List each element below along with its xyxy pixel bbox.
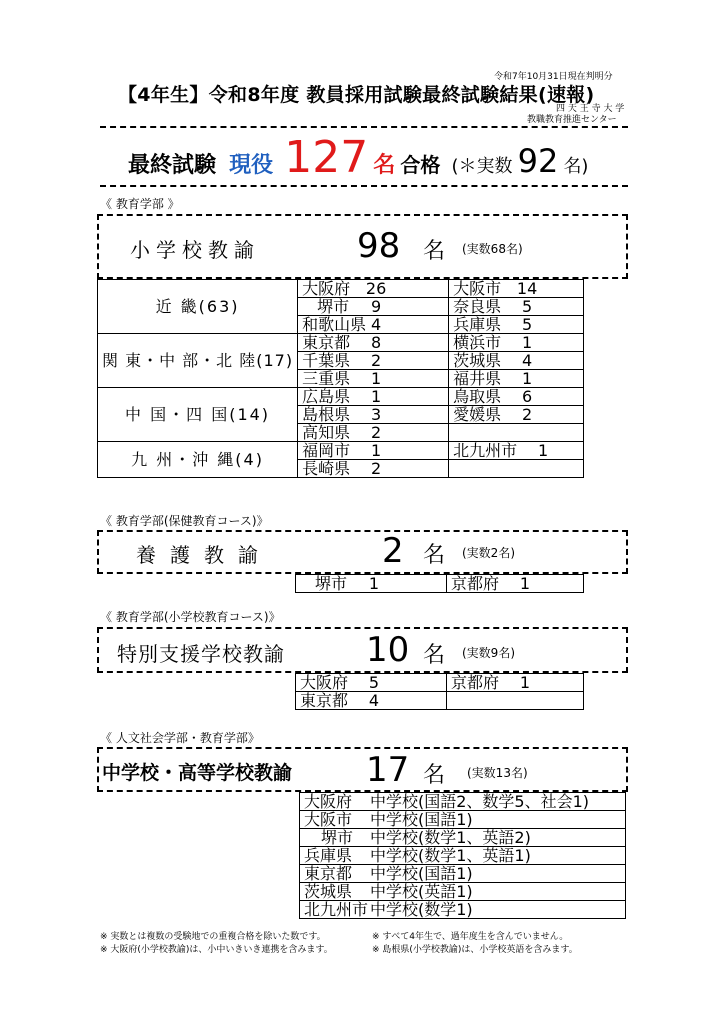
- footnote-2: ※ すべて4年生で、過年度生を含んでいません。: [372, 932, 569, 942]
- page-title: 【4年生】令和8年度 教員採用試験最終試験結果(速報): [118, 84, 595, 106]
- place-name: 大阪府: [302, 279, 351, 298]
- place-name: 堺市: [317, 297, 350, 316]
- place-count: 14: [516, 279, 538, 298]
- table-row: [300, 883, 626, 901]
- yogo-title: 養護教諭: [136, 543, 272, 567]
- place-name: 大阪市: [453, 279, 502, 298]
- table-row: [300, 901, 626, 919]
- special-mei: 名: [423, 643, 446, 668]
- place-name: 高知県: [302, 423, 351, 442]
- summary-current: 現役: [229, 153, 274, 178]
- place-count: 1: [371, 441, 382, 460]
- university-name: 四 天 王 寺 大 学: [556, 104, 625, 114]
- place-name: 島根県: [302, 405, 351, 424]
- yogo-mei: 名: [423, 543, 446, 568]
- place-count: 6: [522, 387, 533, 406]
- secondary-table: [299, 792, 626, 919]
- place-name: 愛媛県: [453, 405, 502, 424]
- place-name: 千葉県: [302, 351, 351, 370]
- special-table: [295, 673, 584, 710]
- place-name: 大阪市: [304, 810, 353, 829]
- center-name: 教職教育推進センター: [527, 115, 617, 125]
- secondary-real: (実数13名): [467, 766, 528, 780]
- header-divider: [100, 126, 628, 128]
- special-real: (実数9名): [462, 646, 515, 660]
- place-name: 長崎県: [302, 459, 351, 478]
- table-row: [98, 334, 584, 352]
- section-label-health: 《 教育学部(保健教育コース)》: [100, 514, 269, 528]
- region-kanto: 関 東・中 部・北 陸(17): [98, 334, 298, 388]
- place-count: 1: [538, 441, 549, 460]
- place-name: 福井県: [453, 369, 502, 388]
- table-row: [296, 674, 584, 692]
- place-count: 2: [371, 351, 382, 370]
- place-name: 北九州市: [304, 900, 369, 919]
- region-kinki: 近 畿(63): [98, 280, 298, 334]
- place-name: 東京都: [304, 864, 353, 883]
- table-row: [98, 442, 584, 460]
- yogo-real: (実数2名): [462, 546, 515, 560]
- place-name: 京都府: [451, 574, 500, 593]
- section-label-humanities: 《 人文社会学部・教育学部》: [100, 731, 260, 745]
- yogo-table: [295, 574, 584, 593]
- section-label-elementary-course: 《 教育学部(小学校教育コース)》: [100, 610, 281, 624]
- place-count: 5: [368, 673, 380, 692]
- place-count: 5: [522, 297, 533, 316]
- place-name: 東京都: [300, 691, 349, 710]
- elementary-title: 小学校教諭: [130, 238, 260, 262]
- place-name: 堺市: [320, 828, 353, 847]
- place-name: 京都府: [451, 673, 500, 692]
- place-name: 広島県: [302, 387, 351, 406]
- place-count: 5: [522, 315, 533, 334]
- place-count: 8: [371, 333, 382, 352]
- summary-line: [128, 132, 588, 182]
- summary-mei: 名: [373, 153, 396, 178]
- place-name: 横浜市: [453, 333, 502, 352]
- table-row: [300, 865, 626, 883]
- footnote-3: ※ 大阪府(小学校教諭)は、小中いきいき連携を含みます。: [100, 945, 333, 955]
- footnote-4: ※ 島根県(小学校教諭)は、小学校英語を含みます。: [372, 945, 578, 955]
- subject-detail: 中学校(国語1): [370, 864, 473, 883]
- elementary-mei: 名: [423, 239, 446, 264]
- place-name: 堺市: [314, 574, 347, 593]
- place-name: 東京都: [302, 333, 351, 352]
- place-name: 茨城県: [304, 882, 353, 901]
- yogo-count: 2: [382, 531, 404, 571]
- place-count: 1: [519, 673, 531, 692]
- elementary-table: [97, 279, 584, 478]
- date-note: 令和7年10月31日現在判明分: [494, 72, 613, 82]
- place-count: 1: [371, 369, 382, 388]
- subject-detail: 中学校(数学1、英語2): [370, 828, 531, 847]
- elementary-count: 98: [357, 226, 401, 266]
- table-row: [98, 388, 584, 406]
- place-count: 4: [522, 351, 533, 370]
- place-name: 北九州市: [453, 441, 518, 460]
- subject-detail: 中学校(国語1): [370, 810, 473, 829]
- summary-real-count: 92: [517, 142, 559, 180]
- place-name: 鳥取県: [453, 387, 502, 406]
- place-count: 1: [368, 574, 380, 593]
- summary-real-suffix: 名): [563, 156, 589, 177]
- table-row: [296, 575, 584, 593]
- table-row: [300, 847, 626, 865]
- region-chugoku: 中 国・四 国(14): [98, 388, 298, 442]
- table-row: [300, 793, 626, 811]
- subject-detail: 中学校(英語1): [370, 882, 473, 901]
- table-row: [300, 829, 626, 847]
- place-name: 大阪府: [300, 673, 349, 692]
- place-count: 1: [519, 574, 531, 593]
- special-count: 10: [366, 630, 410, 670]
- subject-detail: 中学校(数学1、英語1): [370, 846, 531, 865]
- place-name: 兵庫県: [453, 315, 502, 334]
- secondary-title: 中学校・高等学校教諭: [102, 762, 293, 784]
- place-name: 兵庫県: [304, 846, 353, 865]
- special-title: 特別支援学校教諭: [117, 642, 285, 666]
- place-count: 2: [522, 405, 533, 424]
- place-count: 1: [522, 369, 533, 388]
- table-row: [296, 692, 584, 710]
- summary-divider: [100, 185, 628, 187]
- elementary-real: (実数68名): [462, 242, 523, 256]
- summary-pass: 合格: [400, 153, 441, 177]
- table-row: [300, 811, 626, 829]
- place-count: 1: [522, 333, 533, 352]
- subject-detail: 中学校(数学1): [370, 900, 473, 919]
- subject-detail: 中学校(国語2、数学5、社会1): [370, 792, 590, 811]
- place-name: 大阪府: [304, 792, 353, 811]
- place-count: 26: [365, 279, 387, 298]
- place-count: 4: [371, 315, 382, 334]
- place-name: 茨城県: [453, 351, 502, 370]
- place-name: 和歌山県: [302, 315, 367, 334]
- place-count: 3: [371, 405, 382, 424]
- place-count: 2: [371, 459, 382, 478]
- footnote-1: ※ 実数とは複数の受験地での重複合格を除いた数です。: [100, 932, 326, 942]
- place-count: 9: [371, 297, 382, 316]
- secondary-count: 17: [366, 750, 410, 790]
- summary-prefix: 最終試験: [128, 153, 217, 178]
- section-label-education: 《 教育学部 》: [100, 197, 180, 211]
- place-count: 1: [371, 387, 382, 406]
- place-name: 三重県: [302, 369, 351, 388]
- table-row: [98, 280, 584, 298]
- summary-count: 127: [284, 132, 369, 183]
- place-name: 奈良県: [453, 297, 502, 316]
- place-count: 4: [368, 691, 380, 710]
- region-kyushu: 九 州・沖 縄(4): [98, 442, 298, 478]
- summary-real-prefix: (＊実数: [451, 156, 513, 177]
- place-name: 福岡市: [302, 441, 351, 460]
- secondary-mei: 名: [423, 763, 446, 788]
- place-count: 2: [371, 423, 382, 442]
